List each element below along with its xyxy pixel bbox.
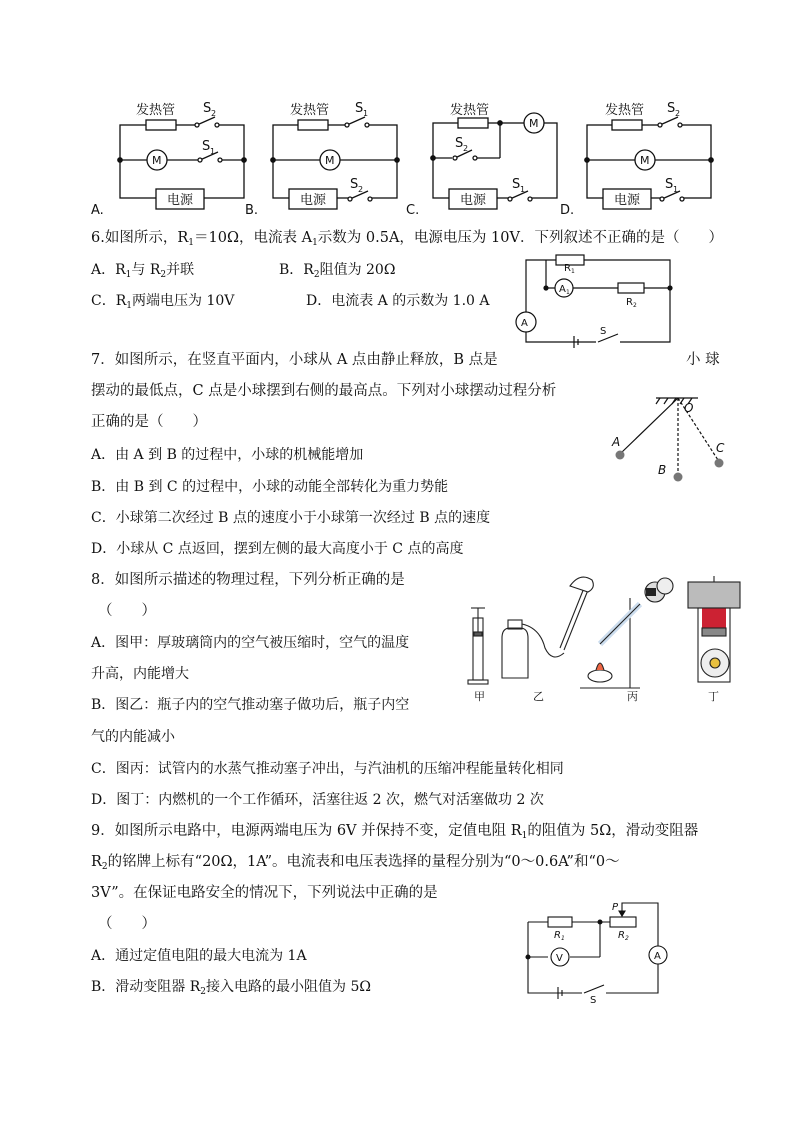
svg-text:A: A <box>521 318 528 329</box>
q7-stem-line1: 7．如图所示，在竖直平面内，小球从 A 点由静止释放，B 点是 <box>91 352 498 368</box>
svg-text:发热管: 发热管 <box>605 103 645 118</box>
q5-circuits-figure <box>0 90 794 220</box>
svg-text:A: A <box>559 284 566 295</box>
q8-option-c: C．图丙：试管内的水蒸气推动塞子冲出，与汽油机的压缩冲程能量转化相同 <box>91 761 564 777</box>
svg-text:R: R <box>554 930 561 941</box>
circuit-b <box>271 117 399 209</box>
svg-text:2: 2 <box>211 109 217 118</box>
q8-option-d: D．图丁：内燃机的一个工作循环，活塞往返 2 次，燃气对活塞做功 2 次 <box>91 792 544 808</box>
q7-stem-line3: 正确的是（ ） <box>91 414 207 430</box>
svg-text:M: M <box>529 117 539 130</box>
svg-text:A: A <box>654 951 661 962</box>
svg-text:2: 2 <box>675 109 681 118</box>
q8-experiments-figure <box>460 568 770 708</box>
q6-option-b: B．$R_2$阻值为 20Ω <box>279 262 396 280</box>
svg-text:R: R <box>618 930 625 941</box>
svg-text:C.: C. <box>406 203 420 218</box>
svg-text:V: V <box>556 953 563 964</box>
q7-stem-line1-tail: 小 球 <box>686 352 720 368</box>
q6-stem: 6.如图所示，$R_1=10\Omega$，电流表 $A_1$示数为 0.5A，电源电压为 10V．下列叙述不正确的是（ ） <box>91 230 723 248</box>
svg-text:S: S <box>350 177 359 192</box>
svg-text:A.: A. <box>91 203 104 218</box>
svg-text:M: M <box>640 154 650 167</box>
svg-text:S: S <box>667 101 676 116</box>
svg-text:B: B <box>658 463 667 477</box>
svg-text:1: 1 <box>571 268 575 275</box>
svg-text:S: S <box>665 177 674 192</box>
q9-stem-line4: （ ） <box>98 916 156 932</box>
q8-option-b-line1: B．图乙：瓶子内的空气推动塞子做功后，瓶子内空 <box>91 697 410 713</box>
svg-text:2: 2 <box>358 185 364 194</box>
svg-text:1: 1 <box>673 185 679 194</box>
svg-text:丙: 丙 <box>627 690 638 703</box>
q6-option-c: C．$R_1$两端电压为 10V <box>91 293 235 311</box>
q7-option-a: A．由 A 到 B 的过程中，小球的机械能增加 <box>91 447 364 463</box>
svg-text:S: S <box>355 101 364 116</box>
q9-stem-line2: $R_2$的铭牌上标有“20Ω，1A”。电流表和电压表选择的量程分别为“0～0.6A”和“0～ <box>91 854 620 872</box>
svg-text:1: 1 <box>363 109 369 118</box>
svg-text:S: S <box>203 101 212 116</box>
svg-text:电源: 电源 <box>460 193 487 208</box>
fig-ding <box>688 576 740 682</box>
svg-text:1: 1 <box>210 147 216 156</box>
q8-stem-line2: （ ） <box>98 603 156 619</box>
q7-pendulum-figure <box>606 390 736 490</box>
q9-option-b: B．滑动变阻器 $R_2$接入电路的最小阻值为 5Ω <box>91 979 371 997</box>
q7-option-b: B．由 B 到 C 的过程中，小球的动能全部转化为重力势能 <box>91 479 449 495</box>
svg-text:甲: 甲 <box>474 690 485 703</box>
svg-text:M: M <box>325 154 335 167</box>
fig-bing <box>580 578 673 688</box>
fig-jia <box>468 608 488 684</box>
svg-text:1: 1 <box>520 185 526 194</box>
svg-text:1: 1 <box>566 289 570 296</box>
svg-text:S: S <box>512 177 521 192</box>
q6-option-d: D．电流表 A 的示数为 1.0 A <box>306 293 490 309</box>
q9-option-a: A．通过定值电阻的最大电流为 1A <box>91 948 307 964</box>
svg-text:B.: B. <box>245 203 259 218</box>
svg-text:D.: D. <box>560 203 575 218</box>
svg-text:2: 2 <box>463 144 469 153</box>
q6-option-a: A．$R_1$与 $R_2$并联 <box>91 262 195 280</box>
svg-text:R: R <box>626 297 633 308</box>
svg-text:O: O <box>684 401 694 415</box>
svg-text:电源: 电源 <box>167 193 194 208</box>
svg-text:M: M <box>152 154 162 167</box>
svg-text:电源: 电源 <box>300 193 327 208</box>
svg-text:S: S <box>455 136 464 151</box>
svg-text:S: S <box>590 995 597 1006</box>
q7-option-d: D．小球从 C 点返回，摆到左侧的最大高度小于 C 点的高度 <box>91 541 464 557</box>
svg-text:乙: 乙 <box>533 690 544 703</box>
svg-text:S: S <box>202 139 211 154</box>
q8-option-a-line2: 升高，内能增大 <box>91 666 189 682</box>
q9-stem-line3: 3V”。在保证电路安全的情况下，下列说法中正确的是 <box>91 885 438 901</box>
svg-text:发热管: 发热管 <box>450 103 490 118</box>
q7-option-c: C．小球第二次经过 B 点的速度小于小球第一次经过 B 点的速度 <box>91 510 491 526</box>
svg-text:1: 1 <box>561 935 565 942</box>
q8-option-a-line1: A．图甲：厚玻璃筒内的空气被压缩时，空气的温度 <box>91 635 410 651</box>
svg-text:发热管: 发热管 <box>290 103 330 118</box>
q9-circuit-figure <box>520 895 670 1006</box>
svg-text:C: C <box>716 441 725 455</box>
heater-label: 发热管 <box>136 103 176 118</box>
svg-text:R: R <box>564 263 571 274</box>
svg-text:2: 2 <box>633 302 637 309</box>
q9-stem-line1: 9．如图所示电路中，电源两端电压为 6V 并保持不变，定值电阻 $R_1$的阻值为 5Ω，滑动变阻器 <box>91 823 699 841</box>
svg-text:丁: 丁 <box>708 690 719 703</box>
q8-option-b-line2: 气的内能减小 <box>91 729 175 745</box>
svg-text:2: 2 <box>625 935 629 942</box>
svg-text:P: P <box>612 902 619 913</box>
svg-text:S: S <box>600 326 607 337</box>
svg-text:电源: 电源 <box>614 193 641 208</box>
svg-text:A: A <box>612 435 621 449</box>
q7-stem-line2: 摆动的最低点，C 点是小球摆到右侧的最高点。下列对小球摆动过程分析 <box>91 383 557 399</box>
fig-yi <box>502 577 593 678</box>
q8-stem-line1: 8．如图所示描述的物理过程，下列分析正确的是 <box>91 572 405 588</box>
q6-circuit-figure <box>500 250 700 350</box>
